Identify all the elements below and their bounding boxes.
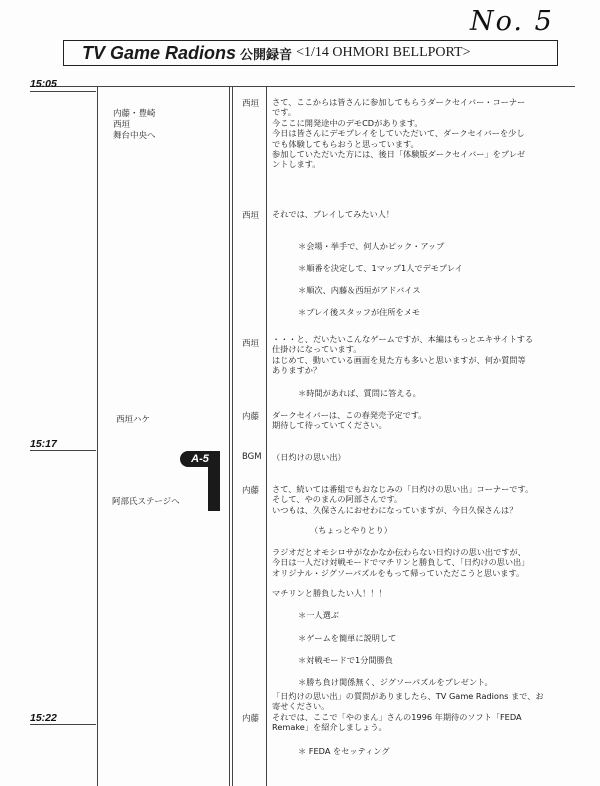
stage-note-line: 舞台中央へ bbox=[113, 131, 156, 141]
dialogue-line: ントします。 bbox=[272, 159, 321, 170]
dialogue-line: Remake」を紹介しましょう。 bbox=[272, 722, 387, 733]
speaker-label: 西垣 bbox=[242, 99, 260, 109]
time-marker-1: 15:05 bbox=[30, 78, 57, 90]
time-marker-2: 15:17 bbox=[30, 438, 57, 450]
page-title: TV Game Radions bbox=[82, 42, 237, 63]
dialogue-line: ありますか？ bbox=[272, 365, 322, 376]
time-rule-3 bbox=[30, 724, 96, 725]
dialogue-line: それでは、ここで「やのまん」さんの1996 年期待のソフト「FEDA bbox=[272, 711, 522, 722]
page-title-box bbox=[63, 40, 558, 66]
direction-item: ＊ゲームを簡単に説明して bbox=[298, 633, 397, 643]
header-rule bbox=[30, 86, 575, 87]
dialogue-block bbox=[272, 484, 592, 515]
stage-column-divider bbox=[229, 86, 233, 786]
dialogue-line: 今日は皆さんにデモプレイをしていただいて、ダークセイバーを少し bbox=[272, 128, 525, 139]
dialogue-line: マチリンと勝負したい人！！！ bbox=[272, 588, 387, 598]
page-number: No. 5 bbox=[470, 6, 554, 37]
speaker-label: 内藤 bbox=[242, 714, 260, 724]
dialogue-line: 今日は一人だけ対戦モードでマチリンと勝負して、「日灼けの思い出」 bbox=[272, 557, 530, 568]
dialogue-block bbox=[272, 547, 592, 578]
speaker-label: 西垣 bbox=[242, 339, 260, 349]
direction-item: （ちょっとやりとり） bbox=[310, 525, 392, 535]
venue-date: <1/14 OHMORI BELLPORT> bbox=[296, 45, 471, 60]
dialogue-block bbox=[272, 209, 592, 219]
cue-badge: A-5 bbox=[180, 451, 220, 467]
dialogue-line: 参加していただいた方には、後日「体験版ダークセイバー」をプレゼ bbox=[272, 149, 526, 160]
page-subtitle: 公開録音 bbox=[240, 47, 293, 63]
bgm-cue-label: BGM bbox=[242, 452, 262, 462]
direction-item: ＊時間があれば、質問に答える。 bbox=[298, 388, 421, 398]
dialogue-line: 仕掛けになっています。 bbox=[272, 344, 362, 355]
direction-item: ＊順次、内藤＆西垣がアドバイス bbox=[298, 285, 421, 295]
dialogue-line: ・・・と、だいたいこんなゲームですが、本編はもっとエキサイトする bbox=[272, 334, 534, 344]
direction-item: ＊会場・挙手で、何人かピック・アップ bbox=[298, 241, 445, 251]
dialogue-block bbox=[272, 334, 592, 376]
dialogue-line: 「日灼けの思い出」の質問がありましたら、TV Game Radions まで、お bbox=[272, 691, 544, 701]
dialogue-line: です。 bbox=[272, 107, 296, 118]
dialogue-line: さて、ここからは皆さんに参加してもらうダークセイバー・コーナー bbox=[272, 97, 526, 107]
stage-note-line: 西垣 bbox=[113, 120, 131, 130]
stage-note-3: 阿部氏ステージへ bbox=[112, 497, 180, 507]
time-column-divider bbox=[97, 86, 98, 786]
direction-item: ＊一人選ぶ bbox=[298, 610, 339, 620]
dialogue-block bbox=[272, 588, 592, 598]
dialogue-line: オリジナル・ジグソーパズルをもって帰っていただこうと思います。 bbox=[272, 567, 525, 578]
dialogue-block bbox=[272, 452, 592, 462]
stage-note-1 bbox=[113, 109, 156, 142]
dialogue-line: さて、続いては番組でもおなじみの「日灼けの思い出」コーナーです。 bbox=[272, 484, 534, 494]
dialogue-line: それでは、プレイしてみたい人！ bbox=[272, 209, 395, 219]
dialogue-line: いつもは、久保さんにおせわになっていますが、今日久保さんは？ bbox=[272, 504, 518, 515]
time-rule-1 bbox=[30, 91, 96, 92]
stage-note-2: 西垣ハケ bbox=[116, 415, 151, 425]
bgm-title: （日灼けの思い出） bbox=[272, 452, 346, 462]
dialogue-line: 今ここに開発途中のデモCDがあります。 bbox=[272, 117, 423, 128]
direction-item: ＊ FEDA をセッティング bbox=[298, 746, 390, 756]
dialogue-block bbox=[272, 410, 592, 431]
dialogue-line: そして、やのまんの阿部さんです。 bbox=[272, 494, 403, 505]
speaker-label: 内藤 bbox=[242, 412, 260, 422]
direction-item: ＊プレイ後スタッフが住所をメモ bbox=[298, 307, 421, 317]
speaker-column-divider bbox=[266, 86, 267, 786]
dialogue-line: でも体験してもらおうと思っています。 bbox=[272, 138, 419, 149]
speaker-label: 西垣 bbox=[242, 211, 260, 221]
time-marker-3: 15:22 bbox=[30, 712, 57, 724]
direction-item: ＊勝ち負け関係無く、ジグソーパズルをプレゼント。 bbox=[298, 677, 493, 687]
dialogue-line: ラジオだとオモシロサがなかなか伝わらない日灼けの思い出ですが、 bbox=[272, 547, 526, 557]
dialogue-line: 期待して待っていてください。 bbox=[272, 420, 387, 431]
dialogue-line: 寄せください。 bbox=[272, 701, 330, 712]
stage-note-line: 内藤・豊崎 bbox=[113, 109, 156, 119]
dialogue-line: ダークセイバーは、この春発売予定です。 bbox=[272, 410, 427, 420]
dialogue-block bbox=[272, 691, 592, 733]
dialogue-line: はじめて、動いている画面を見た方も多いと思いますが、何か質問等 bbox=[272, 354, 526, 365]
direction-item: ＊順番を決定して、1マップ1人でデモプレイ bbox=[298, 263, 463, 273]
speaker-label: 内藤 bbox=[242, 486, 260, 496]
direction-item: ＊対戦モードで1分間勝負 bbox=[298, 655, 393, 665]
time-rule-2 bbox=[30, 450, 96, 451]
dialogue-block bbox=[272, 97, 592, 170]
